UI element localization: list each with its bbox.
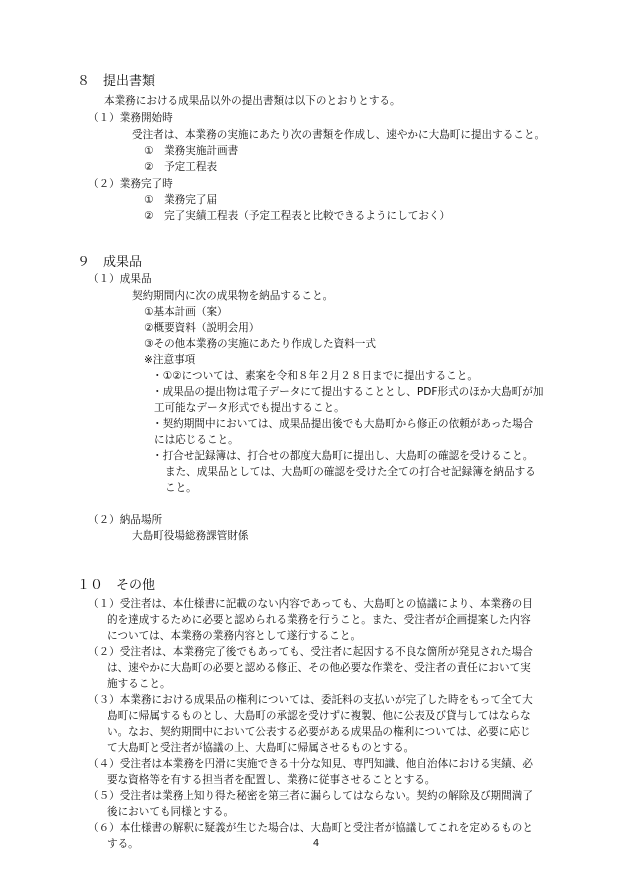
section-10-line-11: （４）受注者は本業務を円滑に実施できる十分な知見、専門知識、他自治体における実績、必 (88, 758, 533, 770)
section-10-line-9: い。なお、契約期間中において公表する必要がある成果品の権利については、必要に応じ (107, 726, 531, 738)
section-9-note-4: ・契約期間中においては、成果品提出後でも大島町から修正の依頼があった場合 (152, 418, 534, 430)
section-8-heading: ８ 提出書類 (77, 74, 156, 89)
page-number: 4 (312, 838, 320, 849)
section-9-item1-text: 契約期間内に次の成果物を納品すること。 (132, 290, 334, 302)
section-8-item2-title: （２）業務完了時 (88, 178, 173, 190)
section-8-intro: 本業務における成果品以外の提出書類は以下のとおりとする。 (104, 95, 401, 107)
section-10-line-7: （３）本業務における成果品の権利については、委託料の支払いが完了した時をもって全て大 (88, 694, 533, 706)
section-9-heading: ９ 成果品 (77, 255, 143, 270)
section-9-note-6: ・打合せ記録簿は、打合せの都度大島町に提出し、大島町の確認を受けること。 (152, 450, 534, 462)
section-9-note-3: 工可能なデータ形式でも提出すること。 (154, 402, 345, 414)
section-8-item2-doc-1: ① 業務完了届 (144, 194, 218, 206)
section-10-heading: １０ その他 (77, 578, 156, 593)
section-10-line-10: て大島町と受注者が協議の上、大島町に帰属させるものとする。 (107, 742, 415, 754)
section-10-line-15: （６）本仕様書の解釈に疑義が生じた場合は、大島町と受注者が協議してこれを定めるものと (88, 822, 533, 834)
section-10-line-1: （１）受注者は、本仕様書に記載のない内容であっても、大島町との協議により、本業務の目 (88, 598, 533, 610)
section-8-item1-title: （１）業務開始時 (88, 112, 173, 124)
section-9-note-7: また、成果品としては、大島町の確認を受けた全ての打合せ記録簿を納品する (165, 466, 536, 478)
section-9-note-8: こと。 (165, 482, 197, 494)
section-9-list-3: ③その他本業務の実施にあたり作成した資料一式 (144, 338, 376, 350)
section-10-line-3: については、本業務の業務内容として遂行すること。 (107, 630, 362, 642)
section-9-note-1: ・①②については、素案を令和８年２月２８日までに提出すること。 (152, 370, 478, 382)
section-9-note-2: ・成果品の提出物は電子データにて提出することとし、PDF形式のほか大島町が加 (152, 386, 544, 398)
section-8-item2-doc-2: ② 完了実績工程表（予定工程表と比較できるようにしておく） (144, 210, 451, 222)
section-9-list-2: ②概要資料（説明会用） (144, 322, 260, 334)
section-10-line-16: する。 (107, 838, 139, 850)
section-9-list-4: ※注意事項 (144, 354, 196, 366)
section-9-item2-title: （２）納品場所 (88, 514, 163, 526)
section-8-item1-doc-1: ① 業務実施計画書 (144, 145, 239, 157)
section-9-item2-text: 大島町役場総務課管財係 (132, 530, 249, 542)
section-8-item1-doc-2: ② 予定工程表 (144, 161, 218, 173)
section-10-line-13: （５）受注者は業務上知り得た秘密を第三者に漏らしてはならない。契約の解除及び期間満了 (88, 790, 533, 802)
section-10-line-6: 施すること。 (107, 678, 171, 690)
section-9-note-5: には応じること。 (154, 434, 239, 446)
section-10-line-5: は、速やかに大島町の必要と認める修正、その他必要な作業を、受注者の責任において実 (107, 662, 531, 674)
section-10-line-14: 後においても同様とする。 (107, 806, 235, 818)
section-9-list-1: ①基本計画（案） (144, 306, 228, 318)
section-10-line-4: （２）受注者は、本業務完了後でもあっても、受注者に起因する不良な箇所が発見された場合 (88, 646, 533, 658)
section-10-line-8: 島町に帰属するものとし、大島町の承認を受けずに複製、他に公表及び貸与してはならな (107, 710, 531, 722)
section-8-item1-text: 受注者は、本業務の実施にあたり次の書類を作成し、速やかに大島町に提出すること。 (132, 129, 546, 141)
section-10-line-2: 的を達成するために必要と認められる業務を行うこと。また、受注者が企画提案した内容 (107, 614, 531, 626)
section-9-item1-title: （１）成果品 (88, 273, 152, 285)
section-10-line-12: 要な資格等を有する担当者を配置し、業務に従事させることとする。 (107, 774, 436, 786)
